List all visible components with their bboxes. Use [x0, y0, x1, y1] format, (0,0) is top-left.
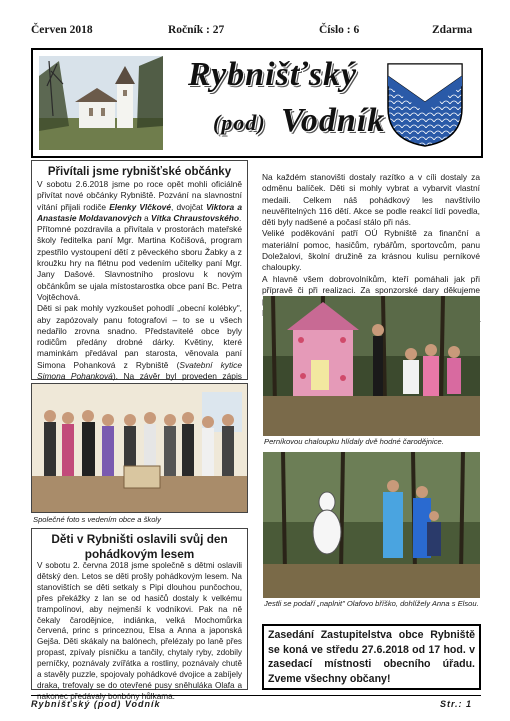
article-childrens-day	[31, 528, 248, 701]
text-run: ). Na závěr byl proveden zápis	[112, 371, 242, 382]
gingerbread-photo-image	[263, 296, 480, 436]
group-photo-image	[32, 384, 247, 512]
text-run: .	[239, 212, 242, 223]
masthead-title-line2: Vodník	[281, 102, 386, 139]
masthead-title-pod: (pod)	[213, 110, 266, 135]
issue-price: Zdarma	[432, 24, 473, 36]
article-cont-p2: Veliké poděkování patří OÚ Rybniště za finanční a materiální pomoc, hasičům, rybářům, sportovcům, panu Doležalovi, školní družině za krásnou kulisu perníkové chaloupky.	[262, 228, 480, 273]
name-emphasis: Elenky Vlčkové	[109, 201, 172, 212]
footer-page-number: Str.: 1	[440, 699, 473, 709]
issue-number: Číslo : 6	[319, 24, 360, 36]
footer-rule	[31, 695, 481, 696]
church-image	[39, 56, 163, 150]
olaf-photo-image	[263, 452, 480, 598]
coat-of-arms-icon	[386, 62, 464, 148]
masthead-title-line1: Rybnišťský	[188, 56, 358, 93]
text-run: V sobotu 2.6.2018 jsme po roce opět mohli oficiálně přivítat nové občánky Rybniště. Pozvání na slavnostní vítání přijali rodiče	[37, 179, 242, 212]
article-childrens-day-body: V sobotu 2. června 2018 jsme společně s dětmi oslavili dětský den. Letos se děti prošly pohádkovým lesem. Na stanovištích se děti setkaly s Pipi dlouhou punčochou, přes překážky z lan se od hasičů dostaly k velkému trampolínovi, aby nejmenší k vodníkovi. Pak na ně čekaly čarodějnice, indiánka, velká Mochomůrka červená, princ s princeznou, Elsa a Anna a japonská Gejša. Děti skákaly na balónech, přelézaly po laně přes propast, zpívaly písničku a tančily, chytaly ryby, zdobily perníčky, poznávaly zvířátka a rostliny, poznávaly chutě a stavěly puzzle, spojovaly pohádkové dvojice a zabíjely draka, trefovaly se do otevřené pusy sněhuláka Olafa a nakonec předávaly bonbóny hůlkama.	[37, 561, 242, 701]
article-childrens-day-heading: Děti v Rybništi oslavili svůj den pohádkovým lesem	[51, 532, 228, 561]
footer-title: Rybnišťský (pod) Vodník	[31, 699, 161, 709]
article-welcome	[31, 160, 248, 380]
olaf-photo-caption: Jestli se podaří „naplnit" Olafovo bříško, dohlížely Anna s Elsou.	[264, 599, 479, 608]
article-cont-p3: A hlavně všem dobrovolníkům, kteří pomáhali jak při přípravě či při realizaci. Za sponzorské dary děkujeme	[262, 273, 480, 295]
gingerbread-photo	[263, 296, 480, 436]
church-photo	[39, 56, 163, 150]
olaf-photo	[263, 452, 480, 598]
text-run: , dvojčat	[171, 201, 207, 212]
name-emphasis: Vítka Chraustovského	[151, 212, 240, 223]
text-run: Děti si pak mohly vyzkoušet pohodlí „obecní kolébky", aby zapózovaly panu fotografovi – to se u všech nedařilo zrovna snadno. Představitelé obce byly rodičům předány drobné dárky. Květiny, které maminkám předával pan starosta, věnovala paní Simona Pohanková z Rybniště (	[37, 303, 242, 370]
text-run: a	[141, 212, 152, 223]
council-meeting-notice-text: Zasedání Zastupitelstva obce Rybniště se koná ve středu 27.6.2018 od 17 hod. v zasedací místnosti obecního úřadu. Zveme všechny občany!	[268, 629, 475, 685]
masthead	[31, 48, 483, 158]
council-meeting-notice	[262, 624, 481, 690]
article-welcome-p2: Přítomné pozdravila a přivítala v prostorách mateřské školy ředitelka paní Mgr. Martina Kočišová, program zpestřilo vystoupení dětí z pěveckého sboru Žabky a z kroužku hry na flétnu pod vedením učitelky paní Mgr. Jany Dašové. Slavnostního proslovu k novým občánkům se ujala místostarostka obce paní Bc. Petra Vojtěchová.	[37, 224, 242, 302]
article-welcome-p1	[37, 179, 242, 224]
issue-volume: Ročník : 27	[168, 24, 225, 36]
name-emphasis: Viktora a Anastasie Moldavanových	[37, 201, 242, 223]
group-photo-caption: Společné foto s vedením obce a školy	[33, 515, 161, 524]
issue-month: Červen 2018	[31, 24, 93, 36]
article-welcome-heading: Přivítali jsme rybnišťské občánky	[47, 166, 232, 178]
article-cont-p1: Na každém stanovišti dostaly razítko a v cíli dostaly za odměnu balíček. Děti si mohly vybrat a vybarvit vlastní medaili. Celkem náš pohádkový les navštívilo neuvěřitelných 116 dětí. Akce se podle reakcí lidí povedla, děti byly nadšené a počasí stálo při nás.	[262, 172, 480, 228]
sponsor-emphasis: Svatební kytice Simona Pohanková	[37, 359, 242, 382]
group-photo	[31, 383, 248, 513]
gingerbread-photo-caption: Perníkovou chaloupku hlídaly dvě hodné čarodějnice.	[264, 437, 444, 446]
